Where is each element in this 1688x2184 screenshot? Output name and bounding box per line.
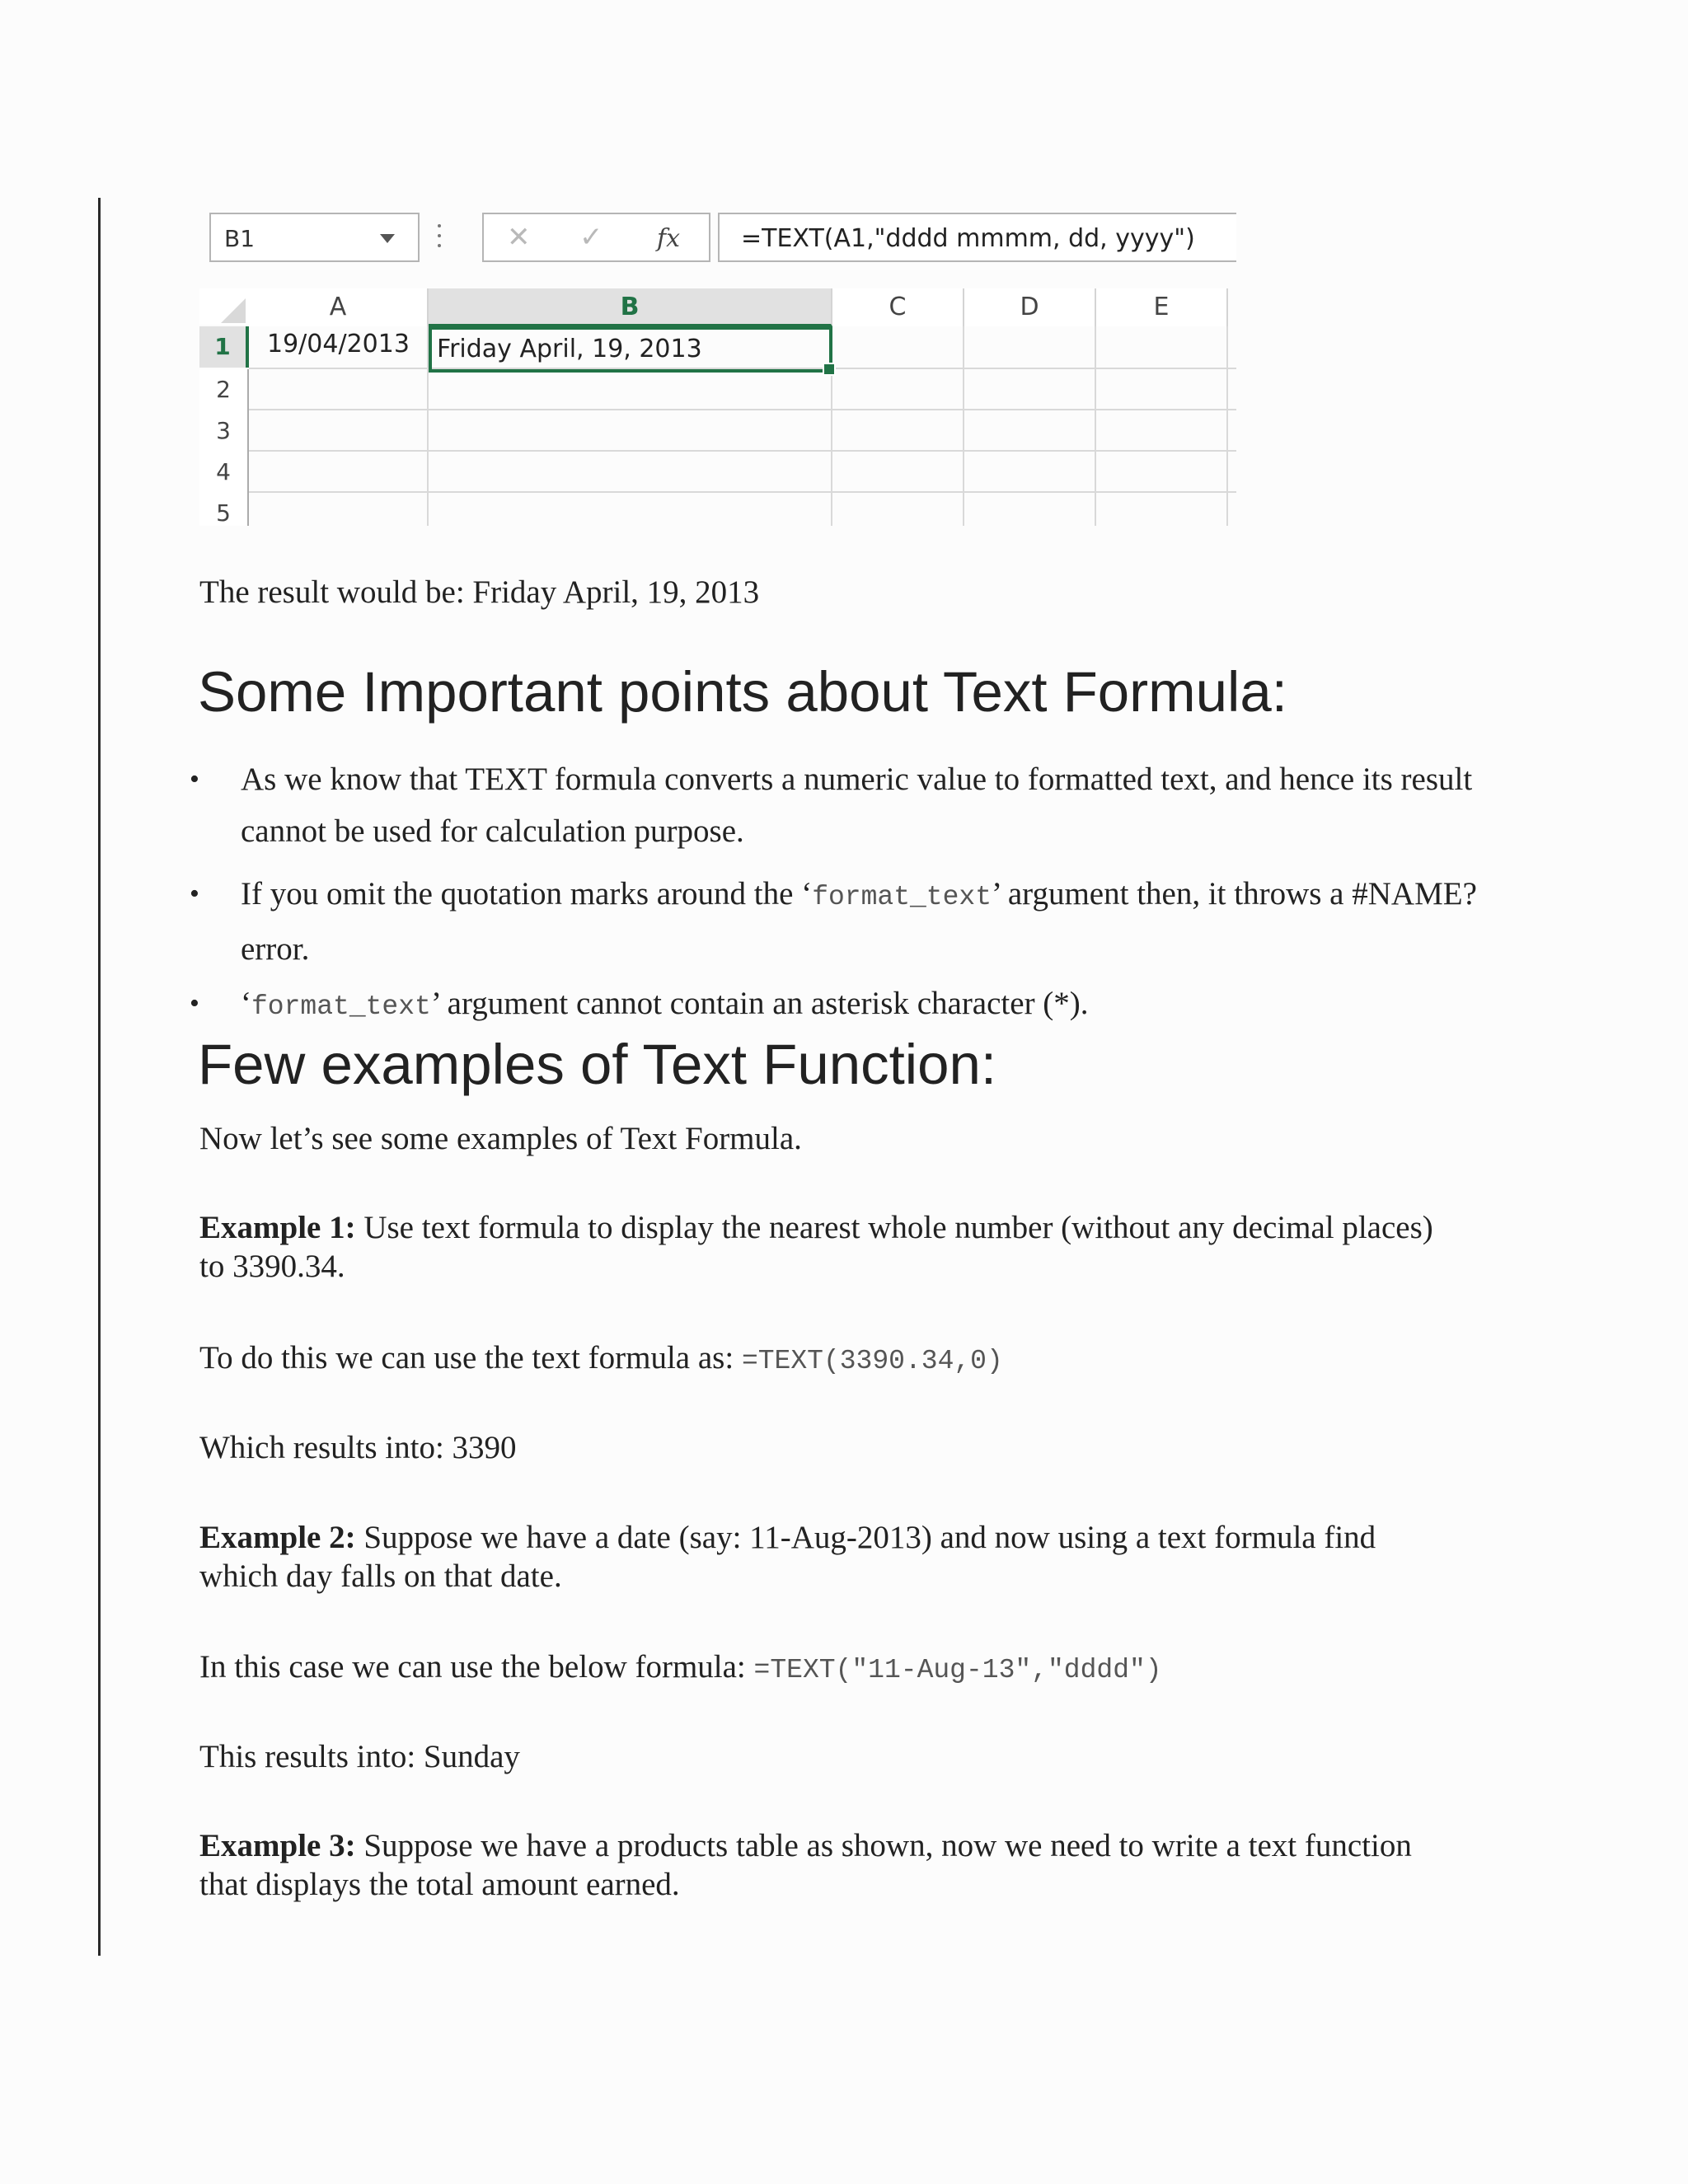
spreadsheet-grid (198, 287, 1236, 526)
example-2-line-2: which day falls on that date. (199, 1558, 562, 1594)
example-3-line-2: that displays the total amount earned. (199, 1867, 680, 1902)
row-header-1[interactable]: 1 (199, 326, 249, 368)
example-1-code: =TEXT(3390.34,0) (741, 1346, 1003, 1376)
enter-check-icon[interactable]: ✓ (579, 221, 603, 254)
example-2-line-1 (199, 1518, 1376, 1557)
row-header-3[interactable]: 3 (199, 410, 249, 452)
formula-bar[interactable] (718, 213, 1236, 262)
column-header-d[interactable]: D (964, 288, 1096, 326)
example-1-label: Example 1: (199, 1210, 356, 1245)
cell-a1[interactable]: 19/04/2013 (267, 330, 410, 359)
fx-icon[interactable]: fx (657, 224, 681, 253)
cell-b1[interactable] (429, 326, 832, 373)
point-2-text-a: If you omit the quotation marks around the ‘ (241, 876, 813, 912)
chevron-down-icon[interactable] (380, 234, 395, 243)
grid-line (1095, 326, 1096, 526)
point-3-text-a: ‘ (241, 986, 251, 1021)
grid-line (1226, 326, 1228, 526)
row-header-4[interactable]: 4 (199, 452, 249, 493)
name-box[interactable] (209, 213, 420, 262)
example-3-label: Example 3: (199, 1828, 356, 1863)
grid-line (249, 409, 1236, 410)
more-options-icon[interactable] (437, 224, 442, 251)
list-item (190, 753, 1477, 857)
point-3-text-b: ’ argument cannot contain an asterisk character (*). (430, 986, 1089, 1021)
point-1-text: As we know that TEXT formula converts a numeric value to formatted text, and hence its result cannot be used for calculation purpose. (241, 762, 1473, 849)
column-header-a[interactable]: A (249, 288, 429, 326)
example-1-result: Which results into: 3390 (199, 1430, 517, 1465)
heading-examples: Few examples of Text Function: (198, 1033, 996, 1096)
example-1-line-1 (199, 1208, 1433, 1247)
formula-text: =TEXT(A1,"dddd mmmm, dd, yyyy") (741, 224, 1195, 253)
example-1-line-2: to 3390.34. (199, 1249, 345, 1284)
example-2-result: This results into: Sunday (199, 1739, 520, 1774)
point-3-code: format_text (251, 991, 431, 1022)
row-header-5[interactable]: 5 (199, 493, 249, 526)
margin-rule (98, 198, 101, 1956)
cell-b1-value: Friday April, 19, 2013 (437, 335, 702, 363)
example-1-how-text: To do this we can use the text formula as: (199, 1340, 742, 1376)
name-box-value: B1 (224, 225, 256, 252)
result-line: The result would be: Friday April, 19, 2013 (199, 574, 760, 610)
list-item (190, 868, 1477, 975)
example-2-how (199, 1647, 1162, 1690)
grid-line (249, 450, 1236, 452)
column-header-e[interactable]: E (1096, 288, 1228, 326)
excel-screenshot (198, 208, 1236, 526)
column-header-c[interactable]: C (832, 288, 964, 326)
example-2-text: Suppose we have a date (say: 11-Aug-2013) and now using a text formula find (355, 1520, 1376, 1555)
formula-buttons (482, 213, 710, 262)
row-header-2[interactable]: 2 (199, 369, 249, 410)
cancel-x-icon[interactable]: ✕ (507, 221, 531, 254)
example-1-how (199, 1338, 1003, 1380)
example-3-text: Suppose we have a products table as shown, now we need to write a text function (355, 1828, 1412, 1863)
example-1-text: Use text formula to display the nearest whole number (without any decimal places) (355, 1210, 1433, 1245)
column-header-b[interactable]: B (429, 288, 832, 326)
example-2-code: =TEXT("11-Aug-13","dddd") (753, 1655, 1162, 1685)
point-2-text-b: ’ argument then, it throws a #NAME? error. (241, 876, 1477, 967)
example-2-label: Example 2: (199, 1520, 356, 1555)
select-all-corner[interactable] (199, 288, 249, 325)
grid-line (963, 326, 964, 526)
list-item (190, 977, 1492, 1033)
examples-intro: Now let’s see some examples of Text Formula. (199, 1121, 802, 1156)
grid-line (249, 491, 1236, 493)
example-3-line-1 (199, 1826, 1412, 1865)
example-2-how-text: In this case we can use the below formula: (199, 1649, 754, 1685)
point-2-code: format_text (812, 882, 992, 912)
points-list (190, 753, 1492, 1043)
heading-important-points: Some Important points about Text Formula: (198, 660, 1287, 724)
fill-handle[interactable] (823, 363, 836, 376)
